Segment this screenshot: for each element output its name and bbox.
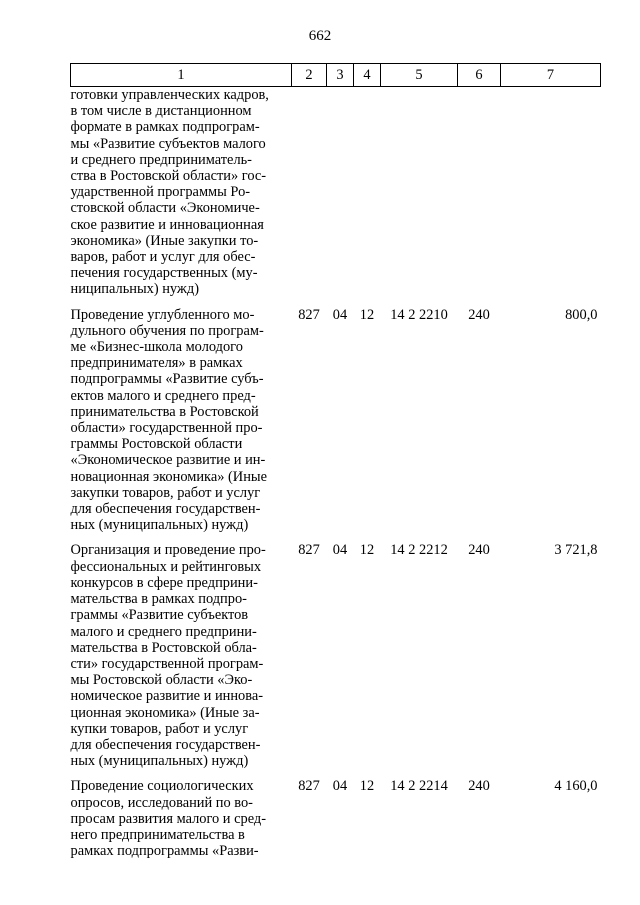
- row-section-code: 04: [332, 778, 348, 795]
- row-ministry-code: [292, 87, 327, 307]
- row-expense-type: 240: [468, 306, 490, 323]
- column-header-2: 2: [292, 64, 327, 87]
- row-expense-type: 240: [468, 778, 490, 795]
- row-description: Проведение социологических опросов, исследований по во- просам развития малого и сред- него предпринимательства в рамках подпрограммы «Разви-: [70, 778, 267, 860]
- row-target-article: 14 2 2210: [390, 306, 448, 323]
- row-subsection-code: 12: [359, 542, 375, 559]
- row-amount: 4 160,0: [554, 778, 598, 795]
- table-row: [71, 542, 601, 778]
- row-amount: [501, 87, 601, 307]
- row-target-article: [381, 87, 458, 307]
- row-expense-type: [458, 87, 501, 307]
- row-amount: 3 721,8: [554, 542, 598, 559]
- budget-table: [70, 63, 601, 868]
- column-header-7: 7: [501, 64, 601, 87]
- row-subsection-code: 12: [359, 778, 375, 795]
- row-ministry-code: 827: [298, 306, 320, 323]
- header-row: [71, 64, 601, 87]
- row-description: Организация и проведение про- фессиональных и рейтинговых конкурсов в сфере предприни- мательства в рамках подпро- граммы «Развитие субъектов малого и среднего предприни- мательства в Ростовской обла- сти» государственной програм- мы Ростовской области «Эко- номическое развитие и иннова- ционная экономика» (Иные за- купки товаров, работ и услуг для обеспечения государствен- ных (муниципальных) нужд): [70, 542, 266, 770]
- column-header-4: 4: [354, 64, 381, 87]
- row-section-code: 04: [332, 542, 348, 559]
- row-expense-type: 240: [468, 542, 490, 559]
- row-ministry-code: 827: [298, 778, 320, 795]
- column-header-3: 3: [327, 64, 354, 87]
- column-header-1: 1: [71, 64, 292, 87]
- page-number: 662: [308, 28, 332, 44]
- table-row: [71, 87, 601, 307]
- row-target-article: 14 2 2212: [390, 542, 448, 559]
- row-description: Проведение углубленного мо- дульного обучения по програм- ме «Бизнес-школа молодого предпринимателя» в рамках подпрограммы «Развитие субъ- ектов малого и среднего пред- принимательства в Ростовской области» государственной про- граммы Ростовской области «Экономическое развитие и ин- новационная экономика» (Иные закупки товаров, работ и услуг для обеспечения государствен- ных (муниципальных) нужд): [70, 306, 267, 534]
- column-header-5: 5: [381, 64, 458, 87]
- row-section-code: [327, 87, 354, 307]
- table-row: [71, 307, 601, 543]
- row-description: готовки управленческих кадров, в том числе в дистанционном формате в рамках подпрограм- мы «Развитие субъектов малого и среднего предприниматель- ства в Ростовской области» гос- ударственной программы Ро- стовской области «Экономиче- ское развитие и инновационная экономика» (Иные закупки то- варов, работ и услуг для обес- печения государственных (му- ниципальных) нужд): [70, 87, 269, 298]
- row-ministry-code: 827: [298, 542, 320, 559]
- row-target-article: 14 2 2214: [390, 778, 448, 795]
- column-header-6: 6: [458, 64, 501, 87]
- row-subsection-code: [354, 87, 381, 307]
- row-section-code: 04: [332, 306, 348, 323]
- row-subsection-code: 12: [359, 306, 375, 323]
- table-row: [71, 778, 601, 868]
- row-amount: 800,0: [565, 306, 598, 323]
